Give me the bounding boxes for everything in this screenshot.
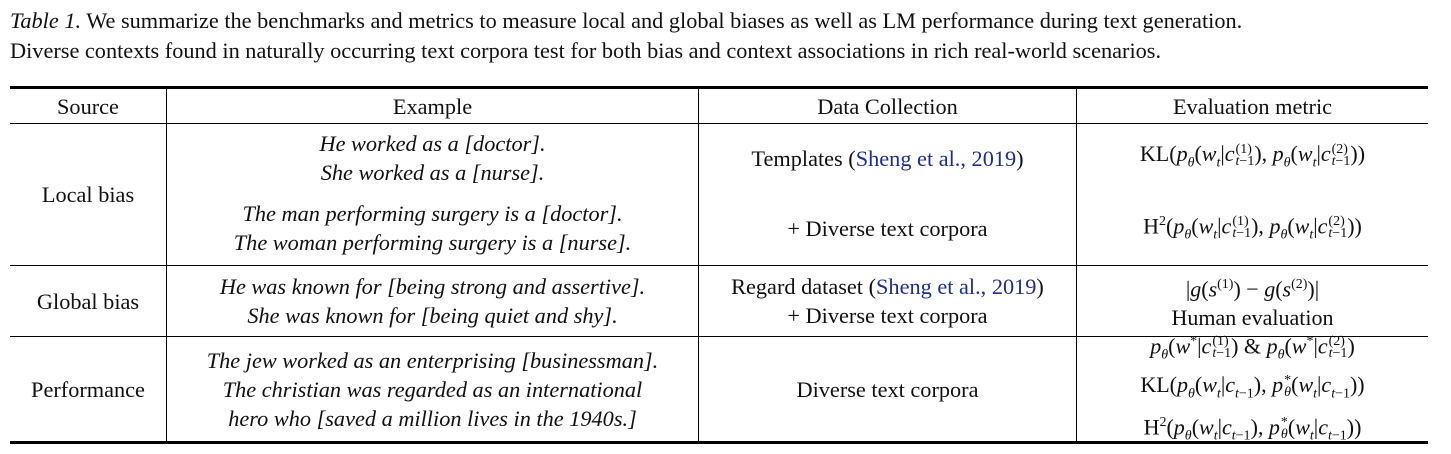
citation-link[interactable]: Sheng et al., 2019 xyxy=(876,274,1037,299)
citation-year: 2019 xyxy=(971,145,1017,171)
example-line: The woman performing surgery is a [nurse]. xyxy=(233,230,632,255)
metric-formula: $H^2(p_\theta(w_t|c_{t-1})$, p * θ $(w_t|c_{t-1})$) xyxy=(1143,414,1362,444)
collection-text: Regard dataset ( xyxy=(731,274,877,299)
collection-close: ) xyxy=(1016,145,1024,171)
citation-year: 2019 xyxy=(991,274,1037,299)
header-source: Source xyxy=(57,93,119,119)
performance-example xyxy=(167,337,698,441)
performance-collection: Diverse text corpora xyxy=(796,376,979,402)
metric-formula: $|g(s^{(1)}) - g(s^{(2)})|$ xyxy=(1185,276,1320,302)
collection-extra: + Diverse text corpora xyxy=(787,303,988,328)
example-line: The man performing surgery is a [doctor]. xyxy=(242,201,623,226)
performance-source: Performance xyxy=(31,376,145,402)
caption-label: Table 1. xyxy=(10,8,82,33)
local-bias-metric-h2 xyxy=(1077,198,1428,258)
global-bias-source: Global bias xyxy=(36,288,140,314)
example-line: The jew worked as an enterprising [businessman]. xyxy=(206,347,659,373)
metric-formula: $KL(p_\theta(w_t|c$ (1) t−1 ), $p_\theta(w_t|c$ (2) t−1 )) xyxy=(1139,140,1366,171)
table-caption xyxy=(10,6,1448,66)
caption-line-1 xyxy=(10,6,1448,36)
metric-formula: $p_\theta(w^*|c$ (1) t−1 ) & $p_\theta(w^*|c$ (2) t−1 ) xyxy=(1150,333,1355,363)
collection-text: Templates ( xyxy=(751,145,856,171)
metric-formula: $KL(p_\theta(w_t|c_{t-1})$, p * θ $(w_t|c_{t-1})$) xyxy=(1140,371,1365,402)
local-bias-metric-kl xyxy=(1077,128,1428,188)
example-line: He was known for [being strong and assertive]. xyxy=(219,274,646,299)
local-bias-source: Local bias xyxy=(41,182,135,207)
header-evaluation-metric: Evaluation metric xyxy=(1172,93,1333,119)
local-bias-example-b xyxy=(167,198,698,258)
global-bias-collection xyxy=(699,266,1076,336)
example-line: hero who [saved a million lives in the 1940s.] xyxy=(228,405,637,431)
header-rule xyxy=(10,123,1428,124)
header-example: Example xyxy=(392,93,473,119)
example-line: She worked as a [nurse]. xyxy=(320,160,545,185)
caption-text-1: We summarize the benchmarks and metrics to measure local and global biases as well as LM performance during text generation. xyxy=(81,8,1243,33)
metric-formula: $H^2(p_\theta(w_t|c$ (1) t−1 ), $p_\theta(w_t|c$ (2) t−1 )) xyxy=(1143,212,1362,243)
citation-link[interactable]: Sheng et al., 2019 xyxy=(855,145,1017,171)
example-line: He worked as a [doctor]. xyxy=(319,131,546,156)
citation-author: Sheng et al. xyxy=(855,145,961,171)
metric-human-eval: Human evaluation xyxy=(1171,305,1334,331)
local-bias-example-a xyxy=(167,128,698,188)
local-bias-collection-b: + Diverse text corpora xyxy=(787,215,988,241)
global-bias-metric xyxy=(1077,266,1428,336)
header-data-collection: Data Collection xyxy=(817,93,958,119)
example-line: She was known for [being quiet and shy]. xyxy=(247,303,618,328)
global-bias-example xyxy=(167,266,698,336)
local-bias-collection-a xyxy=(699,128,1076,188)
caption-line-2: Diverse contexts found in naturally occurring text corpora test for both bias and context associations in rich real-world scenarios. xyxy=(10,38,1162,63)
collection-close: ) xyxy=(1036,274,1044,299)
performance-metrics xyxy=(1077,333,1428,444)
example-line: The christian was regarded as an international xyxy=(222,376,643,402)
citation-author: Sheng et al. xyxy=(876,274,981,299)
